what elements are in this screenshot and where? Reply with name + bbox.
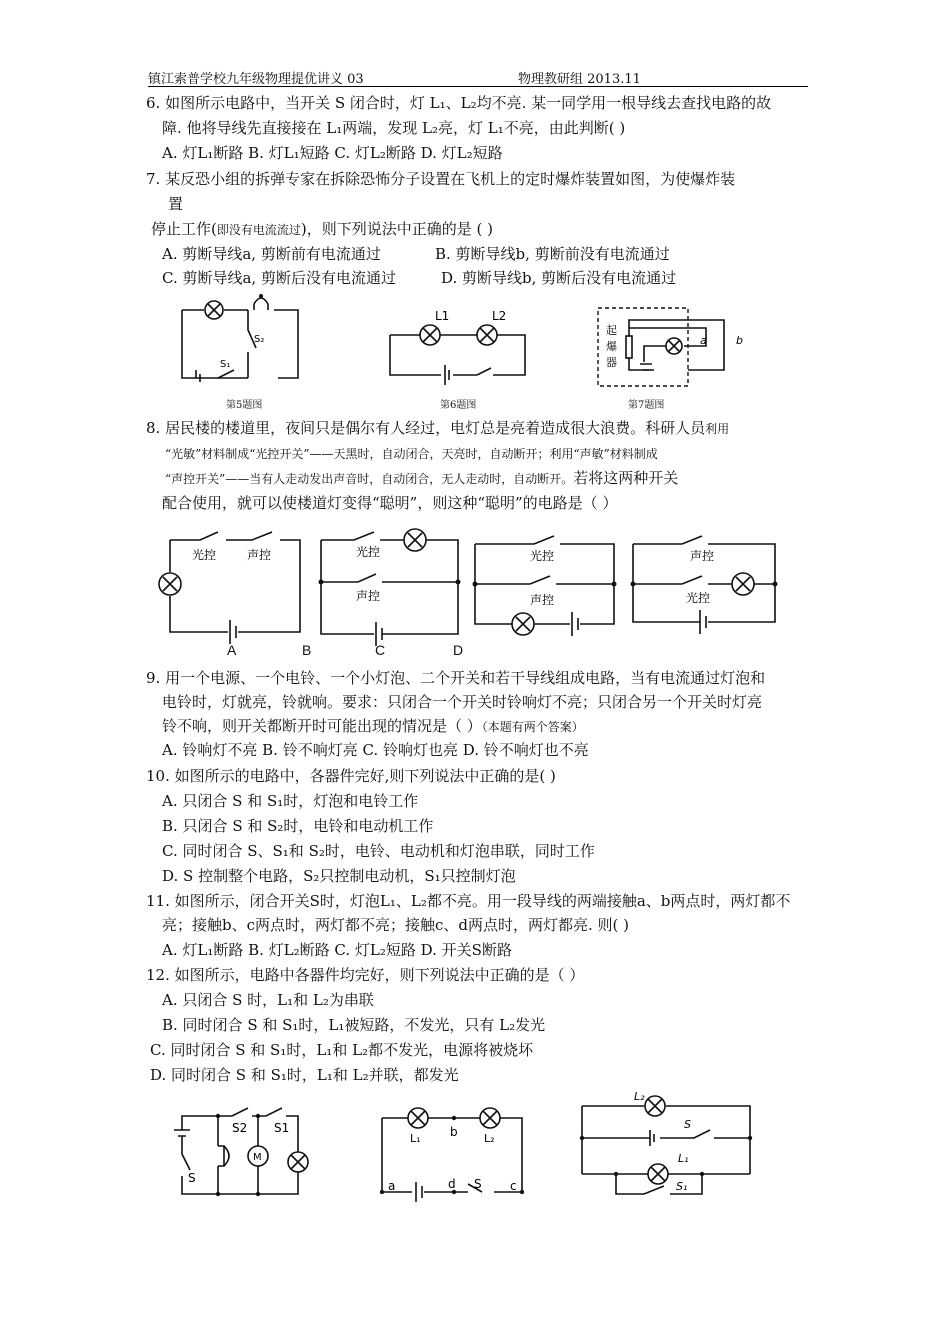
fig11-l1-label: L₁ [410, 1132, 421, 1145]
fig5-caption: 第5题图 [226, 400, 263, 411]
q8-line4: 配合使用，就可以使楼道灯变得“聪明”，则这种“聪明”的电路是（ ） [162, 494, 618, 512]
q12-option-d: D. 同时闭合 S 和 S₁时，L₁和 L₂并联，都发光 [150, 1066, 459, 1084]
q8a-light-label: 光控 [192, 548, 217, 562]
q8-line3 [165, 468, 678, 489]
q8-label-d: D [453, 642, 464, 658]
q10-option-a: A. 只闭合 S 和 S₁时，灯泡和电铃工作 [162, 792, 419, 810]
q7-line3 [151, 219, 493, 240]
q6-line2: 障. 他将导线先直接接在 L₁两端，发现 L₂亮，灯 L₁不亮，由此判断( ) [162, 119, 626, 137]
q8b-sound-label: 声控 [356, 589, 381, 603]
fig6-circuit [385, 310, 535, 390]
header-left: 镇江索普学校九年级物理提优讲义 03 [148, 72, 364, 87]
fig11-circuit [378, 1104, 528, 1204]
q8-label-a: A [227, 642, 237, 658]
q12-option-c: C. 同时闭合 S 和 S₁时，L₁和 L₂都不发光，电源将被烧坏 [150, 1041, 534, 1059]
fig5-s2-label: S₂ [254, 334, 265, 345]
fig11-a-label: a [388, 1179, 396, 1193]
q12-option-a: A. 只闭合 S 时，L₁和 L₂为串联 [162, 991, 374, 1009]
q12-stem: 12. 如图所示，电路中各器件均完好，则下列说法中正确的是（ ） [146, 966, 585, 984]
fig12-s1-label: S₁ [676, 1180, 688, 1193]
fig7-wire-b: b [736, 334, 743, 347]
q7-option-b: B. 剪断导线b, 剪断前没有电流通过 [435, 245, 670, 263]
fig11-s-label: S [474, 1177, 482, 1191]
q11-line2: 亮；接触b、c两点时，两灯都不亮；接触c、d两点时，两灯都亮. 则( ) [162, 916, 630, 934]
fig7-detonator-2: 爆 [606, 340, 617, 353]
fig10-motor-label: M [253, 1152, 262, 1163]
q8d-light-label: 光控 [686, 591, 711, 605]
q6-line1: 6. 如图所示电路中，当开关 S 闭合时，灯 L₁、L₂均不亮. 某一同学用一根导线去查找电路的故 [146, 94, 772, 112]
q9-line3a: 铃不响，则开关都断开时可能出现的情况是（ ） [162, 717, 482, 735]
q7-line2: 置 [168, 195, 184, 213]
q7-option-d: D. 剪断导线b, 剪断后没有电流通过 [441, 269, 677, 287]
page-header [148, 66, 808, 87]
q9-options: A. 铃响灯不亮 B. 铃不响灯亮 C. 铃响灯也亮 D. 铃不响灯也不亮 [162, 741, 589, 759]
fig12-l2-label: L₂ [634, 1090, 645, 1103]
q8-line1 [146, 418, 729, 439]
q9-line3b: （本题有两个答案） [481, 720, 584, 734]
fig5-s1-label: S₁ [220, 359, 231, 370]
q8d-sound-label: 声控 [690, 549, 715, 563]
fig7-wire-a: a [700, 334, 707, 347]
fig6-caption: 第6题图 [440, 400, 477, 411]
q8-label-b: B [302, 642, 312, 658]
q7-option-c: C. 剪断导线a, 剪断后没有电流通过 [162, 269, 396, 287]
q10-option-c: C. 同时闭合 S、S₁和 S₂时，电铃、电动机和灯泡串联，同时工作 [162, 842, 595, 860]
q8-line3b: 若将这两种开关 [573, 469, 679, 487]
q8-circuit-c [472, 538, 622, 638]
q8-circuit-a [160, 528, 305, 636]
q8-line1a: 8. 居民楼的楼道里，夜间只是偶尔有人经过，电灯总是亮着造成很大浪费。科研人员 [146, 419, 706, 437]
q8-line1b: 利用 [705, 422, 730, 436]
q10-option-d: D. S 控制整个电路，S₂只控制电动机，S₁只控制灯泡 [162, 867, 516, 885]
fig10-s2-label: S2 [232, 1121, 248, 1135]
fig7-circuit [596, 306, 756, 391]
fig7-detonator-3: 器 [606, 356, 617, 369]
q8c-sound-label: 声控 [530, 593, 555, 607]
q8b-light-label: 光控 [356, 545, 381, 559]
fig5-circuit [170, 290, 310, 390]
q8-line3a: “声控开关”——当有人走动发出声音时，自动闭合，无人走动时，自动断开。 [165, 472, 574, 486]
q8-line2: “光敏”材料制成“光控开关”——天黑时，自动闭合，天亮时，自动断开；利用“声敏”材料制成 [165, 447, 658, 461]
q9-line3 [162, 716, 584, 737]
q7-line3c: )，则下列说法中正确的是 ( ) [300, 220, 493, 238]
q8-circuit-d [630, 540, 780, 636]
q11-options: A. 灯L₁断路 B. 灯L₂断路 C. 灯L₂短路 D. 开关S断路 [162, 941, 512, 959]
fig11-d-label: d [448, 1177, 456, 1191]
q7-line3b: 即没有电流流过 [216, 223, 301, 237]
fig6-l2-label: L2 [492, 309, 507, 323]
fig12-l1-label: L₁ [678, 1152, 689, 1165]
fig10-s1-label: S1 [274, 1121, 290, 1135]
fig6-l1-label: L1 [435, 309, 450, 323]
q8a-sound-label: 声控 [247, 548, 272, 562]
q9-line1: 9. 用一个电源、一个电铃、一个小灯泡、二个开关和若干导线组成电路，当有电流通过灯泡和 [146, 669, 766, 687]
fig10-circuit [168, 1106, 318, 1206]
q7-line3a: 停止工作( [151, 220, 217, 238]
fig12-circuit [578, 1086, 758, 1206]
q11-line1: 11. 如图所示，闭合开关S时，灯泡L₁、L₂都不亮。用一段导线的两端接触a、b两点时，两灯都不 [146, 892, 791, 910]
fig11-l2-label: L₂ [484, 1132, 495, 1145]
q7-line1: 7. 某反恐小组的拆弹专家在拆除恐怖分子设置在飞机上的定时爆炸装置如图，为使爆炸装 [146, 170, 736, 188]
fig11-c-label: c [510, 1179, 517, 1193]
header-right: 物理教研组 2013.11 [518, 72, 641, 87]
q8-circuit-b [318, 526, 463, 638]
fig7-caption: 第7题图 [628, 400, 665, 411]
q10-stem: 10. 如图所示的电路中，各器件完好,则下列说法中正确的是( ) [146, 767, 556, 785]
fig12-s-label: S [684, 1118, 691, 1131]
fig11-b-label: b [450, 1125, 458, 1139]
fig7-detonator-1: 起 [606, 324, 617, 337]
q12-option-b: B. 同时闭合 S 和 S₁时，L₁被短路，不发光，只有 L₂发光 [162, 1016, 546, 1034]
q8c-light-label: 光控 [530, 549, 555, 563]
q6-options: A. 灯L₁断路 B. 灯L₁短路 C. 灯L₂断路 D. 灯L₂短路 [162, 144, 503, 162]
q9-line2: 电铃时，灯就亮，铃就响。要求：只闭合一个开关时铃响灯不亮；只闭合另一个开关时灯亮 [162, 693, 763, 711]
q7-option-a: A. 剪断导线a, 剪断前有电流通过 [162, 245, 381, 263]
q10-option-b: B. 只闭合 S 和 S₂时，电铃和电动机工作 [162, 817, 434, 835]
fig10-s-label: S [188, 1171, 196, 1185]
q8-label-c: C [375, 642, 386, 658]
